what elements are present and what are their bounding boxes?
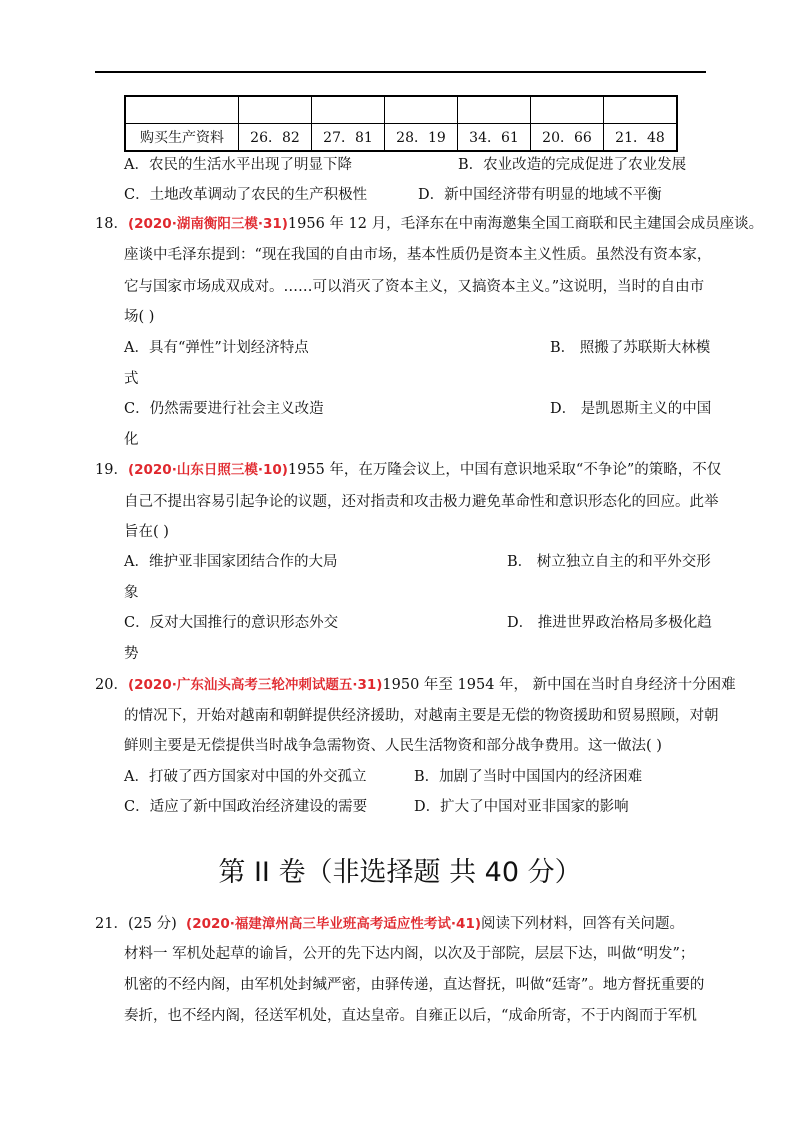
table-cell: 26．82	[239, 124, 312, 152]
q18-option-d: D． 是凯恩斯主义的中国	[550, 401, 712, 417]
table-cell	[125, 96, 239, 124]
question-number: 18．	[95, 216, 128, 232]
section-title: 第 II 卷（非选择题 共 40 分）	[218, 857, 582, 888]
q20-stem-line2: 的情况下，开始对越南和朝鲜提供经济援助，对越南主要是无偿的物资援助和贸易照顾，对朝	[124, 708, 719, 724]
q17-option-c: C．土地改革调动了农民的生产积极性	[124, 187, 368, 203]
table-cell: 28．19	[385, 124, 458, 152]
question-text: 1955 年，在万隆会议上，中国有意识地采取“不争论”的策略，不仅	[287, 462, 722, 478]
table-cell	[312, 96, 385, 124]
table-cell: 34．61	[458, 124, 531, 152]
table-cell: 27．81	[312, 124, 385, 152]
question-number: 20．	[95, 677, 128, 693]
q18-stem-line4: 场( )	[124, 309, 155, 325]
table-cell	[239, 96, 312, 124]
table-cell	[604, 96, 678, 124]
q20-option-d: D．扩大了中国对亚非国家的影响	[414, 799, 629, 815]
question-text: 1956 年 12 月，毛泽东在中南海邀集全国工商联和民主建国会成员座谈。	[287, 216, 764, 232]
question-text: 阅读下列材料，回答有关问题。	[481, 916, 685, 932]
q21-material-line2: 机密的不经内阁，由军机处封缄严密，由驿传递，直达督抚，叫做“廷寄”。地方督抚重要的	[124, 977, 705, 993]
q17-option-b: B．农业改造的完成促进了农业发展	[458, 157, 687, 173]
question-source: (2020·福建漳州高三毕业班高考适应性考试·41)	[186, 916, 482, 932]
q17-option-a: A．农民的生活水平出现了明显下降	[124, 157, 352, 173]
table-row	[125, 96, 677, 124]
q20-option-c: C．适应了新中国政治经济建设的需要	[124, 799, 368, 815]
q20-stem-line3: 鲜则主要是无偿提供当时战争急需物资、人民生活物资和部分战争费用。这一做法( )	[124, 738, 662, 754]
table-cell	[458, 96, 531, 124]
question-source: (2020·山东日照三模·10)	[127, 462, 288, 478]
question-number: 21．	[95, 916, 128, 932]
q18-option-a: A．具有“弹性”计划经济特点	[124, 340, 309, 356]
table-cell: 购买生产资料	[125, 124, 239, 152]
q17-option-d: D．新中国经济带有明显的地域不平衡	[418, 187, 662, 203]
question-source: (2020·广东汕头高考三轮冲刺试题五·31)	[127, 677, 383, 693]
q18-option-b: B． 照搬了苏联斯大林模	[550, 340, 711, 356]
table-cell: 20．66	[531, 124, 604, 152]
q19-option-d-cont: 势	[124, 646, 139, 662]
table-cell	[385, 96, 458, 124]
q20-option-b: B．加剧了当时中国国内的经济困难	[414, 769, 643, 785]
q18-option-b-cont: 式	[124, 371, 139, 387]
q19-stem-line2: 自己不提出容易引起争论的议题，还对指责和攻击极力避免革命性和意识形态化的回应。此举	[124, 494, 719, 510]
q21-material-line1: 材料一 军机处起草的谕旨，公开的先下达内阁，以次及于部院，层层下达，叫做“明发”；	[124, 946, 695, 962]
q21-stem-line1	[95, 912, 684, 933]
q19-option-c: C．反对大国推行的意识形态外交	[124, 615, 339, 631]
q18-stem-line2: 座谈中毛泽东提到：“现在我国的自由市场，基本性质仍是资本主义性质。虽然没有资本家，	[124, 247, 712, 263]
q18-stem-line3: 它与国家市场成双成对。……可以消灭了资本主义，又搞资本主义。”这说明，当时的自由市	[124, 279, 705, 295]
q19-stem-line1	[95, 458, 721, 479]
data-table	[124, 95, 678, 152]
q19-option-d: D． 推进世界政治格局多极化趋	[507, 615, 712, 631]
question-number: 19．	[95, 462, 128, 478]
q19-option-b: B． 树立独立自主的和平外交形	[507, 554, 711, 570]
q18-option-d-cont: 化	[124, 432, 139, 448]
table-cell: 21．48	[604, 124, 678, 152]
question-source: (2020·湖南衡阳三模·31)	[127, 216, 288, 232]
question-score: (25 分)	[127, 916, 177, 932]
q19-option-b-cont: 象	[124, 585, 139, 601]
q20-stem-line1	[95, 673, 736, 694]
header-rule	[95, 71, 706, 73]
q18-stem-line1	[95, 212, 763, 233]
q20-option-a: A．打破了西方国家对中国的外交孤立	[124, 769, 367, 785]
q21-material-line3: 奏折，也不经内阁，径送军机处，直达皇帝。自雍正以后，“成命所寄，不于内阁而于军机	[124, 1008, 697, 1024]
table-row	[125, 124, 677, 152]
q18-option-c: C．仍然需要进行社会主义改造	[124, 401, 324, 417]
q19-stem-line3: 旨在( )	[124, 524, 169, 540]
q19-option-a: A．维护亚非国家团结合作的大局	[124, 554, 338, 570]
table-cell	[531, 96, 604, 124]
question-text: 1950 年至 1954 年， 新中国在当时自身经济十分困难	[382, 677, 736, 693]
